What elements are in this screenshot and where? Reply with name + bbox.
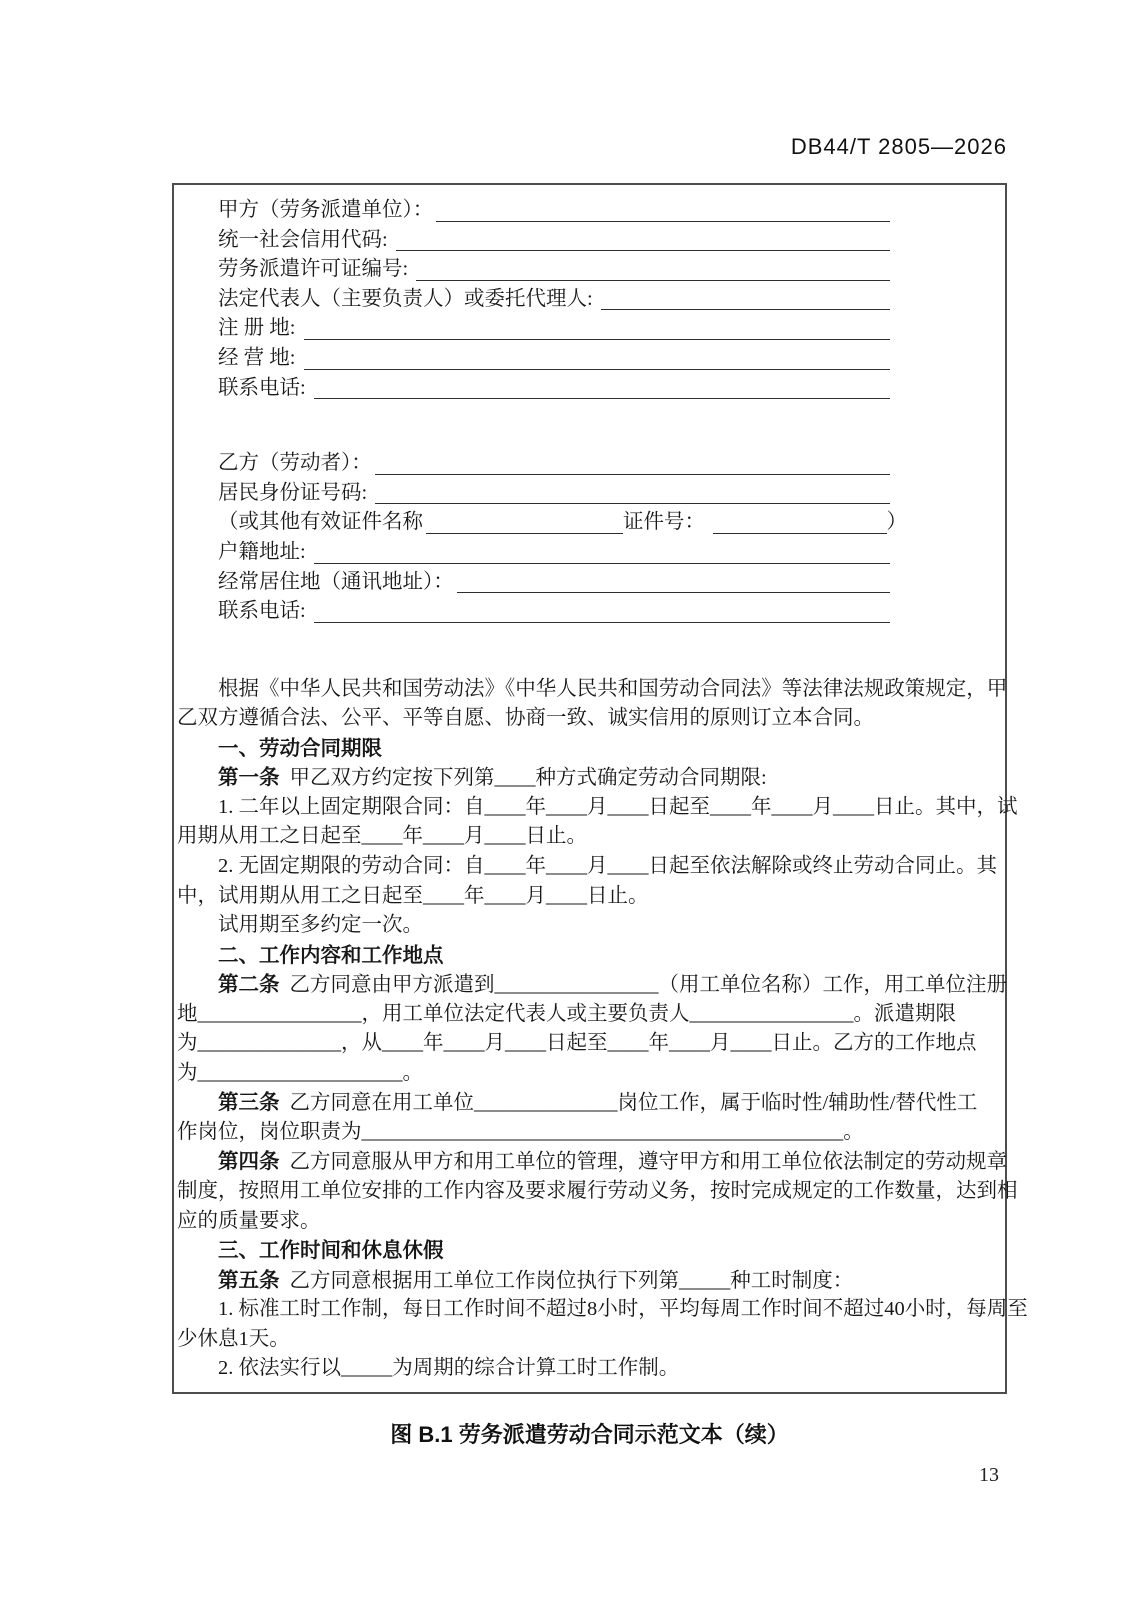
contract-line (177, 852, 997, 882)
form-label: 劳务派遣许可证编号: (218, 258, 414, 281)
contract-form-box (172, 183, 1028, 1394)
form-label: 证件号： (623, 511, 711, 534)
form-label: 统一社会信用代码: (218, 228, 393, 251)
blank-line (454, 568, 890, 598)
contract-text: 试用期至多约定一次。 (218, 914, 423, 937)
form-row-legal-representative (218, 285, 890, 315)
form-row-party-a-phone (218, 374, 890, 404)
page-content (172, 183, 1028, 1449)
contract-text: 乙方同意在用工单位______________岗位工作，属于临时性/辅助性/替代性工 (289, 1092, 978, 1115)
contract-line (177, 1177, 1018, 1207)
contract-line (177, 911, 991, 941)
form-label: 法定代表人（主要负责人）或委托代理人: (218, 287, 598, 310)
article-number: 第二条 (218, 973, 280, 997)
heading-text: 一、劳动合同期限 (218, 736, 382, 760)
contract-text: 乙方同意服从甲方和用工单位的管理，遵守甲方和用工单位依法制定的劳动规章 (289, 1151, 1007, 1174)
form-label: 注 册 地: (218, 317, 301, 340)
contract-text: 中，试用期从用工之日起至____年____月____日止。 (177, 884, 649, 907)
contract-text: 乙方同意由甲方派遣到________________（用工单位名称）工作，用工单位注册 (289, 974, 1007, 997)
blank-line (311, 597, 890, 627)
contract-line (177, 1000, 991, 1030)
contract-line (177, 822, 991, 852)
contract-line (177, 793, 1018, 823)
contract-text: 1. 标准工时工作制，每日工作时间不超过8小时，平均每周工作时间不超过40小时，每周至 (218, 1298, 1028, 1321)
contract-line-article-4 (177, 1147, 1007, 1177)
contract-text: 2. 无固定期限的劳动合同：自____年____月____日起至依法解除或终止劳动合同止。其 (218, 855, 997, 877)
page-number: 13 (979, 1464, 999, 1486)
form-row-party-a (218, 196, 890, 226)
form-row-id-number (218, 479, 890, 509)
contract-text: 地________________，用工单位法定代表人或主要负责人________________。派遣期限 (177, 1002, 956, 1025)
form-label: 联系电话: (218, 600, 311, 623)
article-number: 第五条 (218, 1268, 280, 1292)
contract-text: 乙方同意根据用工单位工作岗位执行下列第_____种工时制度： (289, 1269, 854, 1292)
form-label: 居民身份证号码: (218, 481, 373, 504)
contract-line (177, 675, 1008, 705)
form-label: 乙方（劳动者）： (218, 452, 372, 475)
blank-line (301, 314, 890, 344)
contract-text: 根据《中华人民共和国劳动法》《中华人民共和国劳动合同法》等法律法规政策规定，甲 (218, 677, 1008, 700)
contract-text: 作岗位，岗位职责为_______________________________________________。 (177, 1120, 864, 1143)
form-label: ） (886, 511, 907, 534)
section-heading-1 (177, 734, 991, 764)
form-row-other-certificate (218, 508, 907, 538)
blank-line (598, 285, 890, 315)
form-label: 经 营 地: (218, 346, 301, 369)
contract-text: 1. 二年以上固定期限合同：自____年____月____日起至____年____月____日止。其中，试 (218, 795, 1018, 818)
form-row-residence-address (218, 568, 890, 598)
contract-text: 为____________________。 (177, 1061, 423, 1084)
standard-code: DB44/T 2805—2026 (790, 134, 1007, 159)
contract-text: 2. 依法实行以_____为周期的综合计算工时工作制。 (218, 1357, 680, 1380)
blank-line (301, 344, 890, 374)
contract-line-article-2 (177, 970, 1007, 1000)
contract-line (177, 704, 991, 734)
blank-line (372, 449, 890, 479)
contract-text: 少休息1天。 (177, 1327, 290, 1350)
form-row-party-b-phone (218, 597, 890, 627)
block-gap (177, 403, 991, 449)
contract-line (177, 1295, 1028, 1325)
blank-line (433, 196, 890, 226)
blank-line (413, 255, 890, 285)
form-label: （或其他有效证件名称 (218, 511, 423, 534)
form-label: 联系电话: (218, 376, 311, 399)
contract-text: 应的质量要求。 (177, 1209, 321, 1232)
form-row-household-address (218, 538, 890, 568)
form-label: 经常居住地（通讯地址）： (218, 570, 454, 593)
blank-line (393, 226, 890, 256)
contract-text: 甲乙双方约定按下列第____种方式确定劳动合同期限: (289, 767, 767, 790)
article-number: 第一条 (218, 766, 280, 790)
contract-line (177, 1325, 991, 1355)
form-label: 甲方（劳务派遣单位）： (218, 199, 434, 221)
section-heading-3 (177, 1236, 991, 1266)
contract-line-article-3 (177, 1088, 991, 1118)
blank-line (372, 479, 890, 509)
heading-text: 三、工作时间和休息休假 (218, 1239, 444, 1263)
contract-line-article-1 (177, 763, 991, 793)
contract-line (177, 882, 991, 912)
contract-text: 为______________，从____年____月____日起至____年____月____日止。乙方的工作地点 (177, 1032, 977, 1055)
contract-line (177, 1118, 991, 1148)
contract-text: 乙双方遵循合法、公平、平等自愿、协商一致、诚实信用的原则订立本合同。 (177, 707, 874, 730)
form-row-business-address (218, 344, 890, 374)
block-gap (177, 627, 991, 675)
form-row-party-b (218, 449, 890, 479)
contract-line (177, 1029, 991, 1059)
figure-caption: 图 B.1 劳务派遣劳动合同示范文本（续） (390, 1421, 789, 1447)
blank-line (311, 538, 890, 568)
contract-line (177, 1059, 991, 1089)
article-number: 第四条 (218, 1150, 280, 1174)
contract-line-article-5 (177, 1266, 991, 1296)
cert-number-blank-line (710, 508, 886, 538)
blank-line (311, 374, 890, 404)
form-row-registered-address (218, 314, 890, 344)
form-label: 户籍地址: (218, 540, 311, 563)
section-heading-2 (177, 941, 991, 971)
contract-text: 制度，按照用工单位安排的工作内容及要求履行劳动义务，按时完成规定的工作数量，达到相 (177, 1180, 1018, 1203)
heading-text: 二、工作内容和工作地点 (218, 943, 444, 967)
form-row-dispatch-license (218, 255, 890, 285)
contract-line (177, 1207, 991, 1237)
contract-text: 用期从用工之日起至____年____月____日止。 (177, 825, 587, 848)
form-row-credit-code (218, 226, 890, 256)
article-number: 第三条 (218, 1091, 280, 1115)
cert-name-blank-line (423, 508, 623, 538)
contract-line (177, 1354, 991, 1384)
